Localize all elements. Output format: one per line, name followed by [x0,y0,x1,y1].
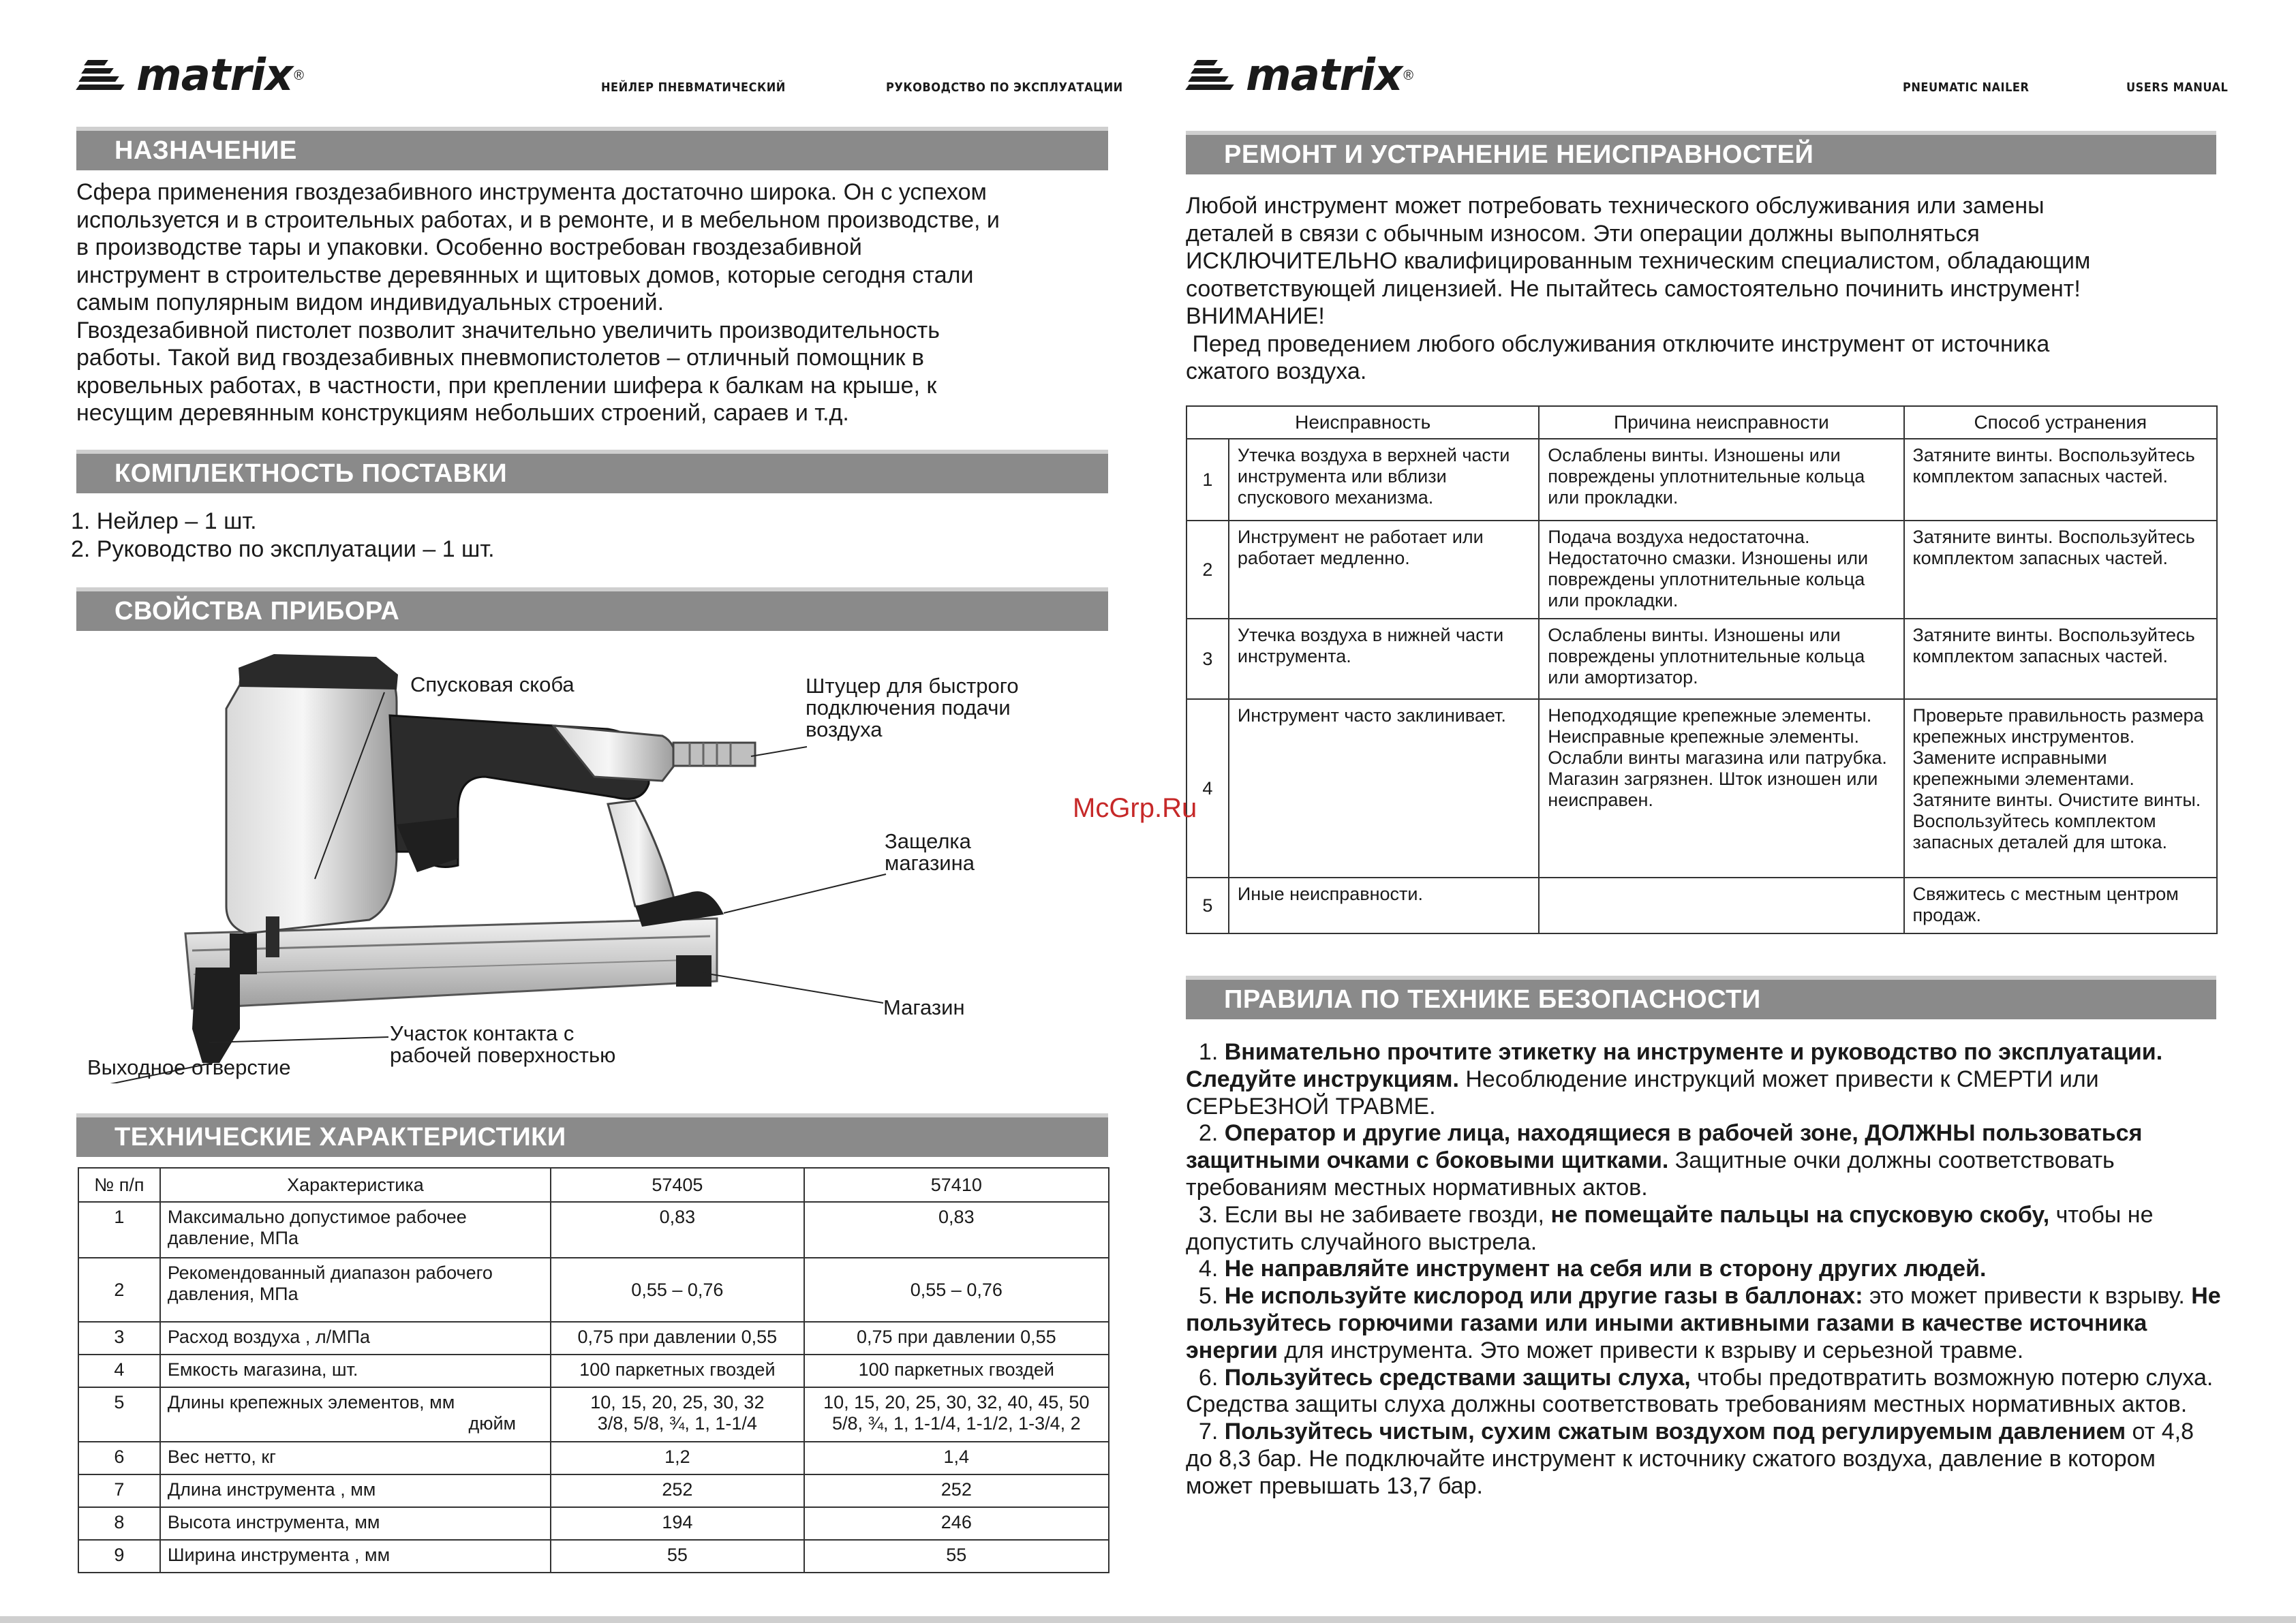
row-name: Расход воздуха , л/МПа [160,1322,551,1355]
table-row [78,1202,1109,1258]
row-cause: Подача воздуха недостаточна. Недостаточно смазки. Изношены или повреждены уплотнительные кольца или прокладки. [1539,521,1903,619]
watermark: McGrp.Ru [1073,793,1197,823]
row-number: 7 [78,1474,160,1507]
trouble-col-cause: Причина неисправности [1539,406,1903,439]
rule-number: 4. [1198,1256,1225,1282]
row-value-57405: 55 [551,1540,804,1573]
row-number: 3 [1187,619,1229,699]
table-row [1187,521,2217,619]
matrix-logo-icon [76,56,132,95]
row-value-57410: 0,75 при давлении 0,55 [804,1322,1109,1355]
table-row [1187,699,2217,878]
repair-line: сжатого воздуха. [1186,358,1367,384]
repair-line: деталей в связи с обычным износом. Эти операции должны выполняться [1186,220,1980,247]
rule-number: 1. [1198,1039,1225,1065]
row-name: Рекомендованный диапазон рабочего давления, МПа [160,1258,551,1322]
bottom-rule [0,1616,2296,1623]
rule-text: чтобы не допустить случайного выстрела. [1186,1201,2154,1255]
row-value-57410: 0,83 [804,1202,1109,1258]
rule-text: это может привести к взрыву. [1863,1283,2192,1310]
air-fitting [673,743,755,766]
row-cause: Ослаблены винты. Изношены или повреждены уплотнительные кольца или амортизатор. [1539,619,1903,699]
row-value-57410: 1,4 [804,1442,1109,1474]
purpose-line: инструмент в строительстве деревянных и щитовых домов, которые сегодня стали [76,262,974,288]
row-value-57405: 100 паркетных гвоздей [551,1355,804,1387]
rule-text: Защитные очки должны соответствовать требованиям местных нормативных актов. [1186,1147,2115,1201]
row-number: 9 [78,1540,160,1573]
rule-number: 7. [1198,1419,1225,1445]
row-fix: Проверьте правильность размера крепежных инструментов. Замените исправными крепежными элементами. Затяните винты. Очистите винты. Воспользуйтесь комплектом запасных деталей для штока. [1904,699,2217,878]
safety-rule-4 [1186,1256,2222,1283]
safety-rule-7 [1186,1419,2222,1500]
table-row [78,1540,1109,1573]
nailer-handle [390,715,676,906]
row-value-57410: 100 паркетных гвоздей [804,1355,1109,1387]
row-number: 4 [78,1355,160,1387]
row-value-57405: 252 [551,1474,804,1507]
rule-bold: Пользуйтесь средствами защиты слуха, [1224,1364,1691,1391]
row-number: 5 [1187,878,1229,933]
label-trigger: Спусковая скоба [410,673,575,696]
label-contact-1: Участок контакта с [390,1021,575,1045]
row-fix: Свяжитесь с местным центром продаж. [1904,878,2217,933]
table-row [1187,619,2217,699]
label-magazine: Магазин [883,995,965,1019]
brand-logo [1186,50,1413,101]
right-page [1148,0,2296,1623]
label-fitting-2: подключения подачи [806,696,1011,720]
label-fitting-1: Штуцер для быстрого [806,674,1019,698]
table-row [78,1355,1109,1387]
specs-col-57410: 57410 [804,1168,1109,1202]
row-number: 1 [1187,439,1229,521]
section-repair-title: РЕМОНТ И УСТРАНЕНИЕ НЕИСПРАВНОСТЕЙ [1186,131,2216,174]
row-fault: Утечка воздуха в верхней части инструмента или вблизи спускового механизма. [1229,439,1539,521]
row-value-57405: 0,55 – 0,76 [551,1258,804,1322]
row-value-57410: 55 [804,1540,1109,1573]
brand-name: matrix [1246,50,1403,101]
row-value-57410 [804,1387,1109,1442]
row-cause: Ослаблены винты. Изношены или повреждены уплотнительные кольца или прокладки. [1539,439,1903,521]
row-number: 8 [78,1507,160,1540]
repair-line: соответствующей лицензией. Не пытайтесь самостоятельно починить инструмент! [1186,275,2081,302]
purpose-text [76,179,1119,427]
purpose-line: Сфера применения гвоздезабивного инструмента достаточно широка. Он с успехом [76,179,987,205]
registered-mark: ® [294,67,304,83]
safety-rule-2 [1186,1120,2222,1201]
row-name: Высота инструмента, мм [160,1507,551,1540]
brand-logo [76,50,304,101]
table-row [78,1387,1109,1442]
repair-line: Перед проведением любого обслуживания отключите инструмент от источника [1186,330,2050,357]
row-cause: Неподходящие крепежные элементы. Неисправные крепежные элементы. Ослабли винты магазина или патрубка. Магазин загрязнен. Шток изношен или неисправен. [1539,699,1903,878]
table-row [78,1258,1109,1322]
row-value-57405: 1,2 [551,1442,804,1474]
matrix-logo-icon [1186,56,1242,95]
rule-number: 2. [1198,1120,1225,1147]
purpose-line: в производстве тары и упаковки. Особенно востребован гвоздезабивной [76,234,862,260]
header-manual: USERS MANUAL [2126,80,2229,95]
row-name-line: дюйм [468,1413,517,1434]
rule-bold: Оператор и другие лица, находящиеся в рабочей зоне, ДОЛЖНЫ пользоваться защитными очками с боковыми щитками. [1186,1120,2143,1174]
trouble-header-row [1187,406,2217,439]
purpose-line: кровельных работах, в частности, при креплении шифера к балкам на крыше, к [76,372,937,399]
label-latch-1: Защелка [885,829,971,853]
rule-number: 3. [1198,1201,1225,1228]
row-name: Ширина инструмента , мм [160,1540,551,1573]
row-fix: Затяните винты. Воспользуйтесь комплектом запасных частей. [1904,619,2217,699]
section-specs-title: ТЕХНИЧЕСКИЕ ХАРАКТЕРИСТИКИ [76,1113,1108,1157]
specs-col-57405: 57405 [551,1168,804,1202]
safety-rules [1186,1039,2222,1500]
safety-rule-1 [1186,1039,2222,1120]
rule-text: от 4,8 до 8,3 бар. Не подключайте инструмент к источнику сжатого воздуха, давление в котором может превышать 13,7 бар. [1186,1419,2194,1499]
row-name: Длина инструмента , мм [160,1474,551,1507]
row-fix: Затяните винты. Воспользуйтесь комплектом запасных частей. [1904,521,2217,619]
safety-rule-6 [1186,1365,2222,1419]
section-safety-title: ПРАВИЛА ПО ТЕХНИКЕ БЕЗОПАСНОСТИ [1186,976,2216,1019]
row-name-line: Длины крепежных элементов, мм [167,1392,455,1412]
row-value-57405: 194 [551,1507,804,1540]
row-fix: Затяните винты. Воспользуйтесь комплектом запасных частей. [1904,439,2217,521]
rule-bold: Пользуйтесь чистым, сухим сжатым воздухом под регулируемым давлением [1224,1419,2126,1445]
rule-bold: Не используйте кислород или другие газы в баллонах: [1224,1283,1863,1310]
rule-number: 5. [1198,1283,1225,1310]
nailer-body [226,654,398,933]
table-row [78,1474,1109,1507]
repair-line: ВНИМАНИЕ! [1186,303,1325,329]
specs-col-name: Характеристика [160,1168,551,1202]
contents-list [71,508,889,563]
registered-mark: ® [1403,67,1413,83]
row-number: 6 [78,1442,160,1474]
contents-item: 2. Руководство по эксплуатации – 1 шт. [71,536,495,562]
section-properties-title: СВОЙСТВА ПРИБОРА [76,587,1108,631]
section-purpose-title: НАЗНАЧЕНИЕ [76,127,1108,170]
rule-text: Если вы не забиваете гвозди, [1224,1201,1551,1228]
row-number: 3 [78,1322,160,1355]
rule-text: чтобы предотвратить возможную потерю слуха. Средства защиты слуха должны соответствовать требованиям местных нормативных актов. [1186,1364,2214,1418]
purpose-line: несущим деревянным конструкциям небольших строений, сараев и т.д. [76,400,849,426]
rule-text: для инструмента. Это может привести к взрыву и серьезной травме. [1277,1337,2024,1363]
rule-bold: Внимательно прочтите этикетку на инструменте и руководство по эксплуатации. Следуйте инструкциям. [1186,1039,2163,1092]
specs-table [78,1167,1109,1573]
row-value-57410: 252 [804,1474,1109,1507]
purpose-line: Гвоздезабивной пистолет позволит значительно увеличить производительность [76,317,940,343]
row-cause [1539,878,1903,933]
purpose-line: используется и в строительных работах, и в ремонте, и в мебельном производстве, и [76,206,1000,233]
row-name: Максимально допустимое рабочее давление, МПа [160,1202,551,1258]
purpose-line: работы. Такой вид гвоздезабивных пневмопистолетов – отличный помощник в [76,345,924,371]
trouble-col-fault: Неисправность [1187,406,1539,439]
specs-col-no: № п/п [78,1168,160,1202]
repair-line: Любой инструмент может потребовать технического обслуживания или замены [1186,193,2045,219]
row-value-57410: 246 [804,1507,1109,1540]
row-number: 2 [1187,521,1229,619]
row-value-line: 5/8, ¾, 1, 1-1/4, 1-1/2, 1-3/4, 2 [831,1413,1081,1434]
table-row [78,1507,1109,1540]
row-value-line: 10, 15, 20, 25, 30, 32 [590,1392,765,1412]
table-row [1187,878,2217,933]
row-value-57405: 0,75 при давлении 0,55 [551,1322,804,1355]
header-product: PNEUMATIC NAILER [1903,80,2030,95]
row-value-57405: 0,83 [551,1202,804,1258]
repair-line: ИСКЛЮЧИТЕЛЬНО квалифицированным техническим специалистом, обладающим [1186,248,2091,274]
table-row [78,1322,1109,1355]
rule-bold: Не направляйте инструмент на себя или в сторону других людей. [1224,1256,1987,1282]
row-number: 2 [78,1258,160,1322]
row-value-57410: 0,55 – 0,76 [804,1258,1109,1322]
troubleshooting-table [1186,405,2218,934]
safety-rule-3 [1186,1202,2222,1256]
label-fitting-3: воздуха [806,717,883,741]
row-number: 4 [1187,699,1229,878]
header-product: НЕЙЛЕР ПНЕВМАТИЧЕСКИЙ [601,80,786,95]
rule-bold: не помещайте пальцы на спусковую скобу, [1550,1201,2050,1228]
specs-header-row [78,1168,1109,1202]
row-number: 5 [78,1387,160,1442]
row-fault: Иные неисправности. [1229,878,1539,933]
rule-bold: Не пользуйтесь горючими газами или иными активными газами в качестве источника энергии [1186,1283,2221,1363]
label-outlet: Выходное отверстие [87,1055,291,1079]
rule-text: Несоблюдение инструкций может привести к СМЕРТИ или СЕРЬЕЗНОЙ ТРАВМЕ. [1186,1066,2099,1119]
section-contents-title: КОМПЛЕКТНОСТЬ ПОСТАВКИ [76,450,1108,493]
label-contact-2: рабочей поверхностью [390,1043,616,1067]
table-row [1187,439,2217,521]
header-manual: РУКОВОДСТВО ПО ЭКСПЛУАТАЦИИ [886,80,1123,95]
row-name [160,1387,551,1442]
row-fault: Инструмент часто заклинивает. [1229,699,1539,878]
purpose-line: самым популярным видом индивидуальных строений. [76,290,664,315]
row-value-57405 [551,1387,804,1442]
safety-rule-5 [1186,1283,2222,1364]
row-name: Вес нетто, кг [160,1442,551,1474]
row-fault: Утечка воздуха в нижней части инструмента. [1229,619,1539,699]
row-value-line: 3/8, 5/8, ¾, 1, 1-1/4 [597,1413,757,1434]
brand-name: matrix [136,50,293,101]
row-fault: Инструмент не работает или работает медленно. [1229,521,1539,619]
trouble-col-fix: Способ устранения [1904,406,2217,439]
repair-text [1186,192,2235,386]
row-number: 1 [78,1202,160,1258]
contents-item: 1. Нейлер – 1 шт. [71,508,257,534]
row-name: Емкость магазина, шт. [160,1355,551,1387]
rule-number: 6. [1198,1364,1225,1391]
label-latch-2: магазина [885,851,975,875]
row-value-line: 10, 15, 20, 25, 30, 32, 40, 45, 50 [823,1392,1090,1412]
table-row [78,1442,1109,1474]
